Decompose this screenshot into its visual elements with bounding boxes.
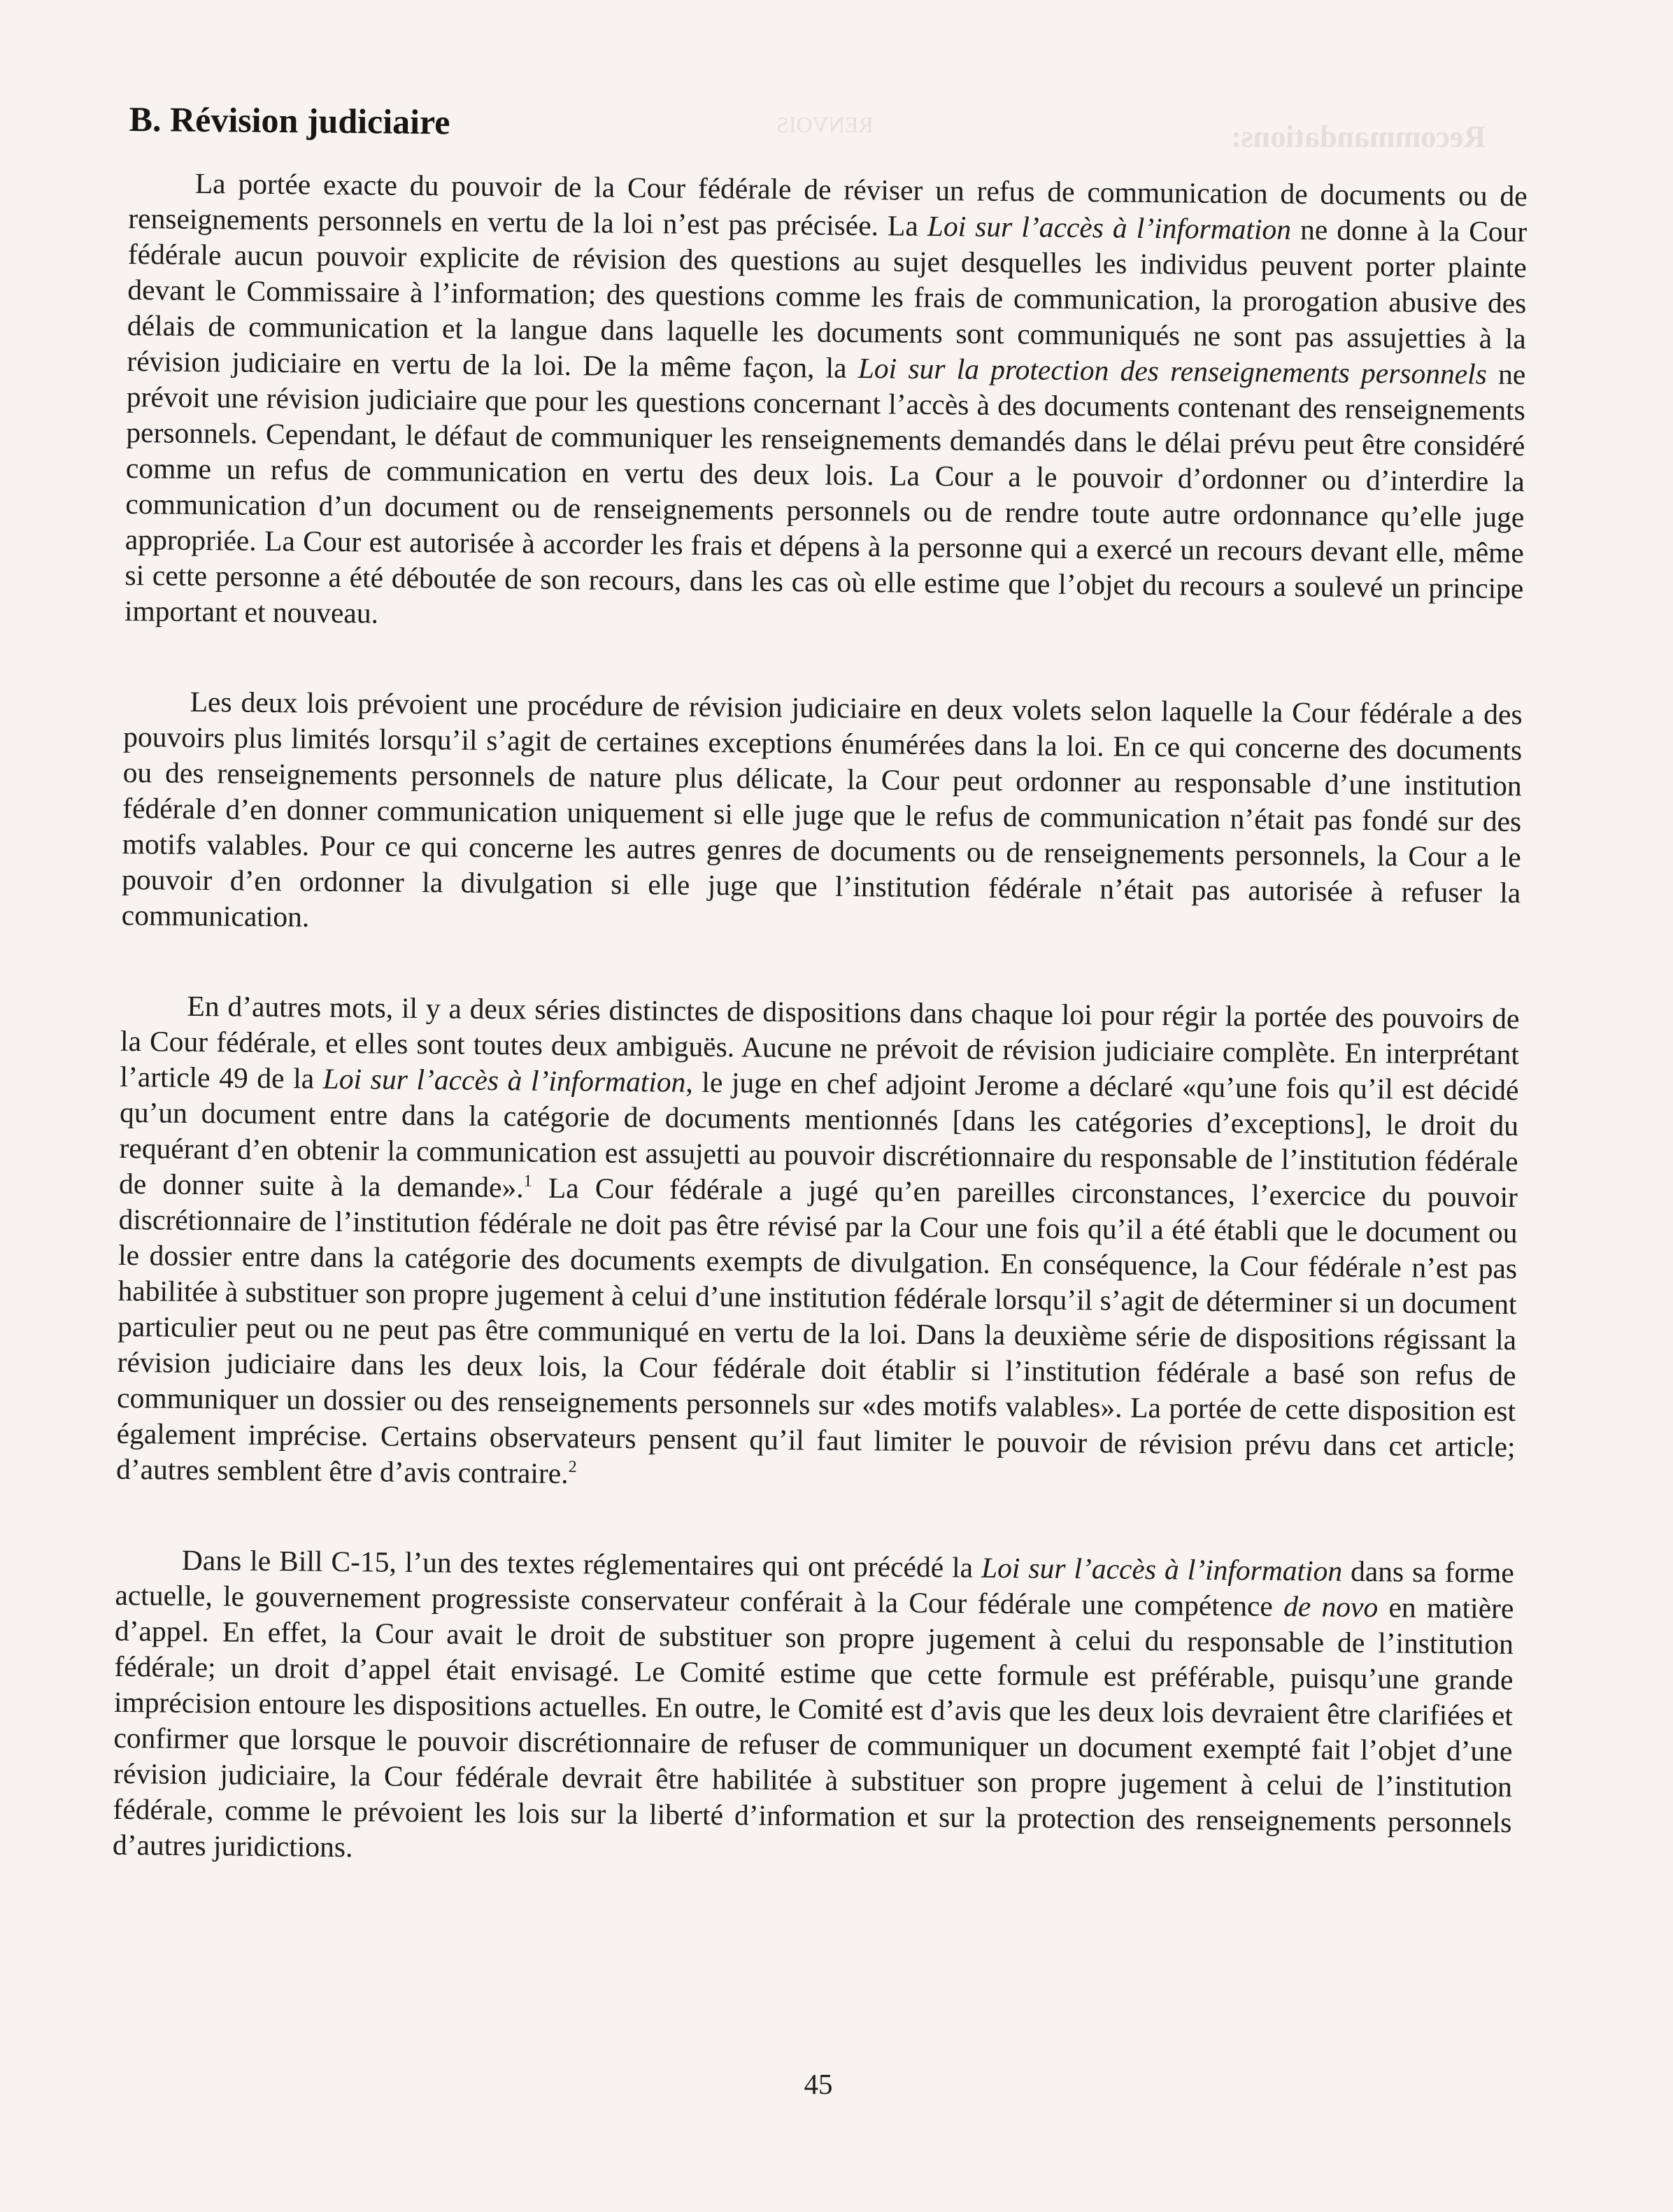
footnote-marker: 2 — [568, 1458, 577, 1477]
body-text: La portée exacte du pouvoir de la Cour fédérale de réviser un refus de communication de documents ou de renseignements personnels en vertu de la loi n’est pas précisée. La — [128, 166, 1528, 242]
italic-text: Loi sur l’accès à l’information — [927, 209, 1292, 246]
show-through-header: RENVOIS — [776, 112, 874, 137]
show-through-title: Recommandations: — [1231, 120, 1486, 154]
footnote-marker: 1 — [523, 1172, 532, 1191]
body-text: Les deux lois prévoient une procédure de révision judiciaire en deux volets selon laquelle la Cour fédérale a des pouvoirs plus limités lorsqu’il s’agit de certaines exceptions énumérées dans la loi. En ce qui concerne des documents ou des renseignements personnels de nature plus délicate, la Cour peut ordonner au responsable d’une institution fédérale d’en donner communication uniquement si elle juge que le refus de communication n’était pas fondé sur des motifs valables. Pour ce qui concerne les autres genres de documents ou de renseignements personnels, la Cour a le pouvoir d’en ordonner la divulgation si elle juge que l’institution fédérale n’était pas autorisée à refuser la communication. — [121, 685, 1523, 933]
paragraph-2 — [122, 683, 1523, 947]
body-text: La Cour fédérale a jugé qu’en pareilles circonstances, l’exercice du pouvoir discrétionnaire de l’institution fédérale ne doit pas être révisé par la Cour une fois qu’il a été établi que le document ou le dossier entre dans la catégorie des documents exempts de divulgation. En conséquence, la Cour fédérale n’est pas habilitée à substituer son propre jugement à celui d’une institution fédérale lorsqu’il s’agit de déterminer si un document particulier peut ou ne peut pas être communiqué en vertu de la loi. Dans la deuxième série de dispositions régissant la révision judiciaire dans les deux lois, la Cour fédérale doit établir si l’institution fédérale a basé son refus de communiquer un dossier ou des renseignements personnels sur «des motifs valables». La portée de cette disposition est également imprécise. Certains observateurs pensent qu’il faut limiter le pouvoir de révision prévu dans cet article; d’autres semblent être d’avis contraire. — [115, 1171, 1518, 1490]
body-text: en matière d’appel. En effet, la Cour avait le droit de substituer son propre jugement à celui du responsable de l’institution fédérale; un droit d’appel était envisagé. Le Comité estime que cette formule est préférable, puisqu’une grande imprécision entoure les dispositions actuelles. En outre, le Comité est d’avis que les deux lois devraient être clarifiées et confirmer que lorsque le pouvoir discrétionnaire de refuser de communiquer un document exempté fait l’objet d’une révision judiciaire, la Cour fédérale devrait être habilitée à substituer son propre jugement à celui de l’institution fédérale, comme le prévoient les lois sur la liberté d’information et sur la protection des renseignements personnels d’autres juridictions. — [112, 1591, 1514, 1864]
document-body — [113, 98, 1528, 1876]
italic-text: Loi sur l’accès à l’information — [981, 1551, 1343, 1587]
italic-text: Loi sur l’accès à l’information — [322, 1062, 686, 1098]
page-number: 45 — [804, 2068, 833, 2100]
paragraph-1 — [124, 165, 1528, 642]
body-text: Dans le Bill C-15, l’un des textes réglementaires qui ont précédé la — [181, 1543, 982, 1584]
body-text: dans sa forme actuelle, le gouvernement progressiste conservateur conférait à la Cour fédérale une compétence — [115, 1554, 1515, 1622]
paragraph-3 — [116, 988, 1520, 1501]
paragraph-4 — [113, 1542, 1514, 1876]
body-text: , le juge en chef adjoint Jerome a déclaré «qu’une fois qu’il est décidé qu’un document entre dans la catégorie de documents mentionnés [dans les catégories d’exceptions], le droit du requérant d’en obtenir la communication est assujetti au pouvoir discrétionnaire du responsable de l’institution fédérale de donner suite à la demande». — [118, 1065, 1519, 1204]
italic-text: Loi sur la protection des renseignements personnels — [857, 352, 1488, 390]
section-heading: B. Révision judiciaire — [129, 99, 450, 142]
body-text: ne prévoit une révision judiciaire que pour les questions concernant l’accès à des documents contenant des renseignements personnels. Cependant, le défaut de communiquer les renseignements demandés dans le délai prévu peut être considéré comme un refus de communication en vertu des deux lois. La Cour a le pouvoir d’ordonner ou d’interdire la communication d’un document ou de renseignements personnels ou de rendre toute autre ordonnance qu’elle juge appropriée. La Cour est autorisée à accorder les frais et dépens à la personne qui a exercé un recours devant elle, même si cette personne a été déboutée de son recours, dans les cas où elle estime que l’objet du recours a soulevé un principe important et nouveau. — [124, 357, 1526, 630]
body-text: En d’autres mots, il y a deux séries distinctes de dispositions dans chaque loi pour régir la portée des pouvoirs de la Cour fédérale, et elles sont toutes deux ambiguës. Aucune ne prévoit de révision judiciaire complète. En interprétant l’article 49 de la — [120, 989, 1520, 1095]
italic-text: de novo — [1283, 1589, 1379, 1624]
body-text: ne donne à la Cour fédérale aucun pouvoir explicite de révision des questions au sujet desquelles les individus peuvent porter plainte devant le Commissaire à l’information; des questions comme les frais de communication, la prorogation abusive des délais de communication et la langue dans laquelle les documents sont communiqués ne sont pas assujetties à la révision judiciaire en vertu de la loi. De la même façon, la — [127, 213, 1528, 385]
